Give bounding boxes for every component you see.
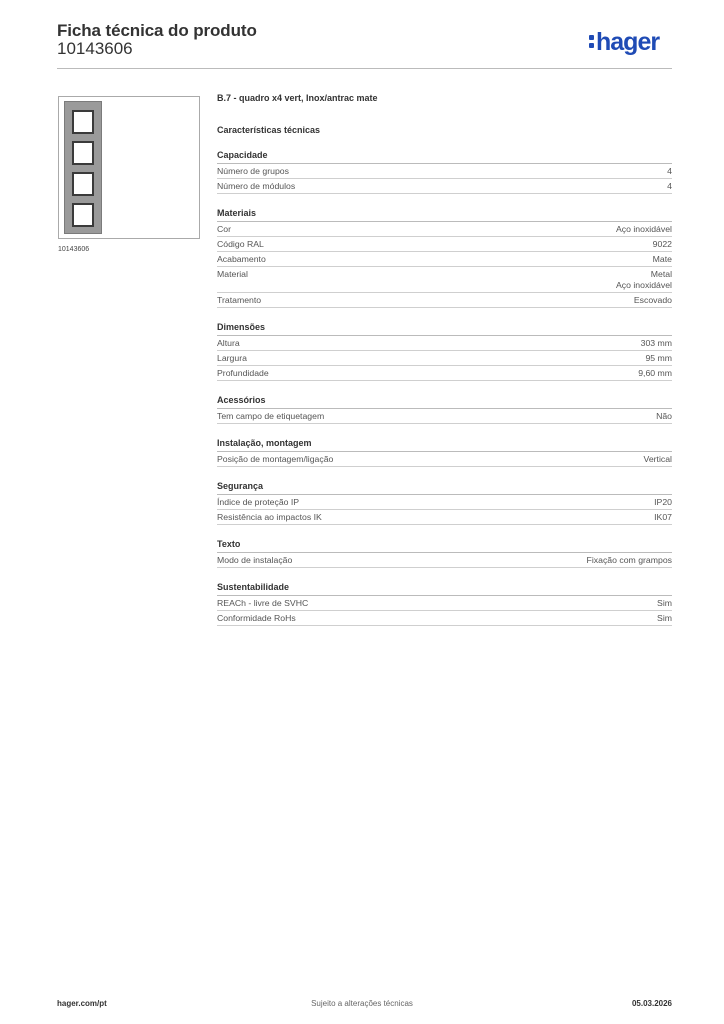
spec-value-line: Escovado [633, 295, 672, 305]
spec-section [217, 395, 672, 424]
tech-characteristics-title: Características técnicas [217, 125, 321, 135]
spec-value [656, 411, 672, 422]
frame-slot [72, 172, 94, 196]
spec-section [217, 539, 672, 568]
section-title: Sustentabilidade [217, 582, 672, 596]
spec-label: REACh - livre de SVHC [217, 598, 309, 608]
spec-label: Largura [217, 353, 247, 363]
product-image [58, 96, 200, 239]
spec-value-line: IP20 [654, 497, 672, 507]
spec-section [217, 582, 672, 626]
frame-slot [72, 141, 94, 165]
spec-row [217, 495, 672, 510]
spec-label: Código RAL [217, 239, 264, 249]
spec-row [217, 336, 672, 351]
logo-text: hager [596, 28, 660, 56]
spec-row [217, 596, 672, 611]
footer-date: 05.03.2026 [631, 999, 672, 1008]
spec-label: Número de módulos [217, 181, 296, 191]
spec-label: Profundidade [217, 368, 269, 378]
frame-slot [72, 110, 94, 134]
spec-row [217, 366, 672, 381]
spec-value [657, 613, 672, 624]
spec-row [217, 252, 672, 267]
product-name: B.7 - quadro x4 vert, Inox/antrac mate [217, 93, 378, 103]
spec-value [645, 353, 672, 364]
spec-value [616, 269, 672, 291]
spec-value [667, 166, 672, 177]
spec-section [217, 208, 672, 308]
header-divider [57, 68, 672, 69]
spec-value-line: Mate [652, 254, 672, 264]
image-caption: 10143606 [58, 246, 90, 253]
section-title: Instalação, montagem [217, 438, 672, 452]
spec-value [634, 295, 672, 306]
spec-value-line: 4 [667, 181, 672, 191]
footer-notice: Sujeito a alterações técnicas [311, 999, 413, 1008]
spec-value [667, 181, 672, 192]
spec-section [217, 438, 672, 467]
spec-section [217, 150, 672, 194]
spec-row [217, 351, 672, 366]
spec-label: Resistência ao impactos IK [217, 512, 322, 522]
spec-value-line: 4 [667, 166, 672, 176]
spec-value-line: 9,60 mm [638, 368, 672, 378]
spec-value-line: Sim [657, 613, 672, 623]
spec-value [654, 497, 672, 508]
hager-logo [589, 27, 659, 57]
section-title: Texto [217, 539, 672, 553]
spec-value [638, 368, 672, 379]
page-title: Ficha técnica do produto [57, 21, 257, 40]
section-title: Dimensões [217, 322, 672, 336]
logo-dots-icon [589, 33, 594, 49]
spec-value-line: 95 mm [645, 353, 672, 363]
spec-label: Tem campo de etiquetagem [217, 411, 325, 421]
spec-row [217, 237, 672, 252]
spec-row [217, 611, 672, 626]
spec-value [644, 454, 673, 465]
spec-label: Posição de montagem/ligação [217, 454, 334, 464]
spec-value [653, 254, 672, 265]
spec-value-line: Sim [657, 598, 672, 608]
spec-row [217, 222, 672, 237]
spec-label: Material [217, 269, 248, 279]
spec-row [217, 510, 672, 525]
spec-row [217, 293, 672, 308]
section-title: Segurança [217, 481, 672, 495]
spec-row [217, 179, 672, 194]
section-title: Capacidade [217, 150, 672, 164]
spec-label: Número de grupos [217, 166, 289, 176]
spec-label: Altura [217, 338, 240, 348]
spec-value-line: Não [656, 411, 672, 421]
spec-value-line: Metal [650, 269, 672, 279]
spec-label: Tratamento [217, 295, 262, 305]
frame-slot [72, 203, 94, 227]
spec-value [616, 224, 672, 235]
spec-label: Modo de instalação [217, 555, 293, 565]
spec-label: Cor [217, 224, 231, 234]
spec-section [217, 322, 672, 381]
spec-row [217, 553, 672, 568]
spec-label: Acabamento [217, 254, 266, 264]
spec-section [217, 481, 672, 525]
spec-value-line: IK07 [654, 512, 672, 522]
section-title: Acessórios [217, 395, 672, 409]
spec-value-line: 303 mm [640, 338, 672, 348]
spec-value-line: Aço inoxidável [615, 280, 672, 290]
frame-icon [64, 101, 102, 234]
spec-label: Conformidade RoHs [217, 613, 296, 623]
spec-row [217, 452, 672, 467]
spec-sections [217, 150, 672, 626]
spec-content [217, 93, 672, 626]
spec-row [217, 409, 672, 424]
spec-value [653, 239, 672, 250]
spec-value-line: Aço inoxidável [615, 224, 672, 234]
spec-row [217, 267, 672, 293]
section-title: Materiais [217, 208, 672, 222]
footer-website: hager.com/pt [57, 999, 107, 1008]
spec-value-line: 9022 [652, 239, 672, 249]
spec-value [654, 512, 672, 523]
product-number: 10143606 [57, 39, 133, 58]
spec-value [657, 598, 672, 609]
spec-row [217, 164, 672, 179]
spec-value-line: Fixação com grampos [586, 555, 672, 565]
spec-label: Índice de proteção IP [217, 497, 300, 507]
spec-value-line: Vertical [643, 454, 672, 464]
spec-value [587, 555, 672, 566]
spec-value [641, 338, 672, 349]
